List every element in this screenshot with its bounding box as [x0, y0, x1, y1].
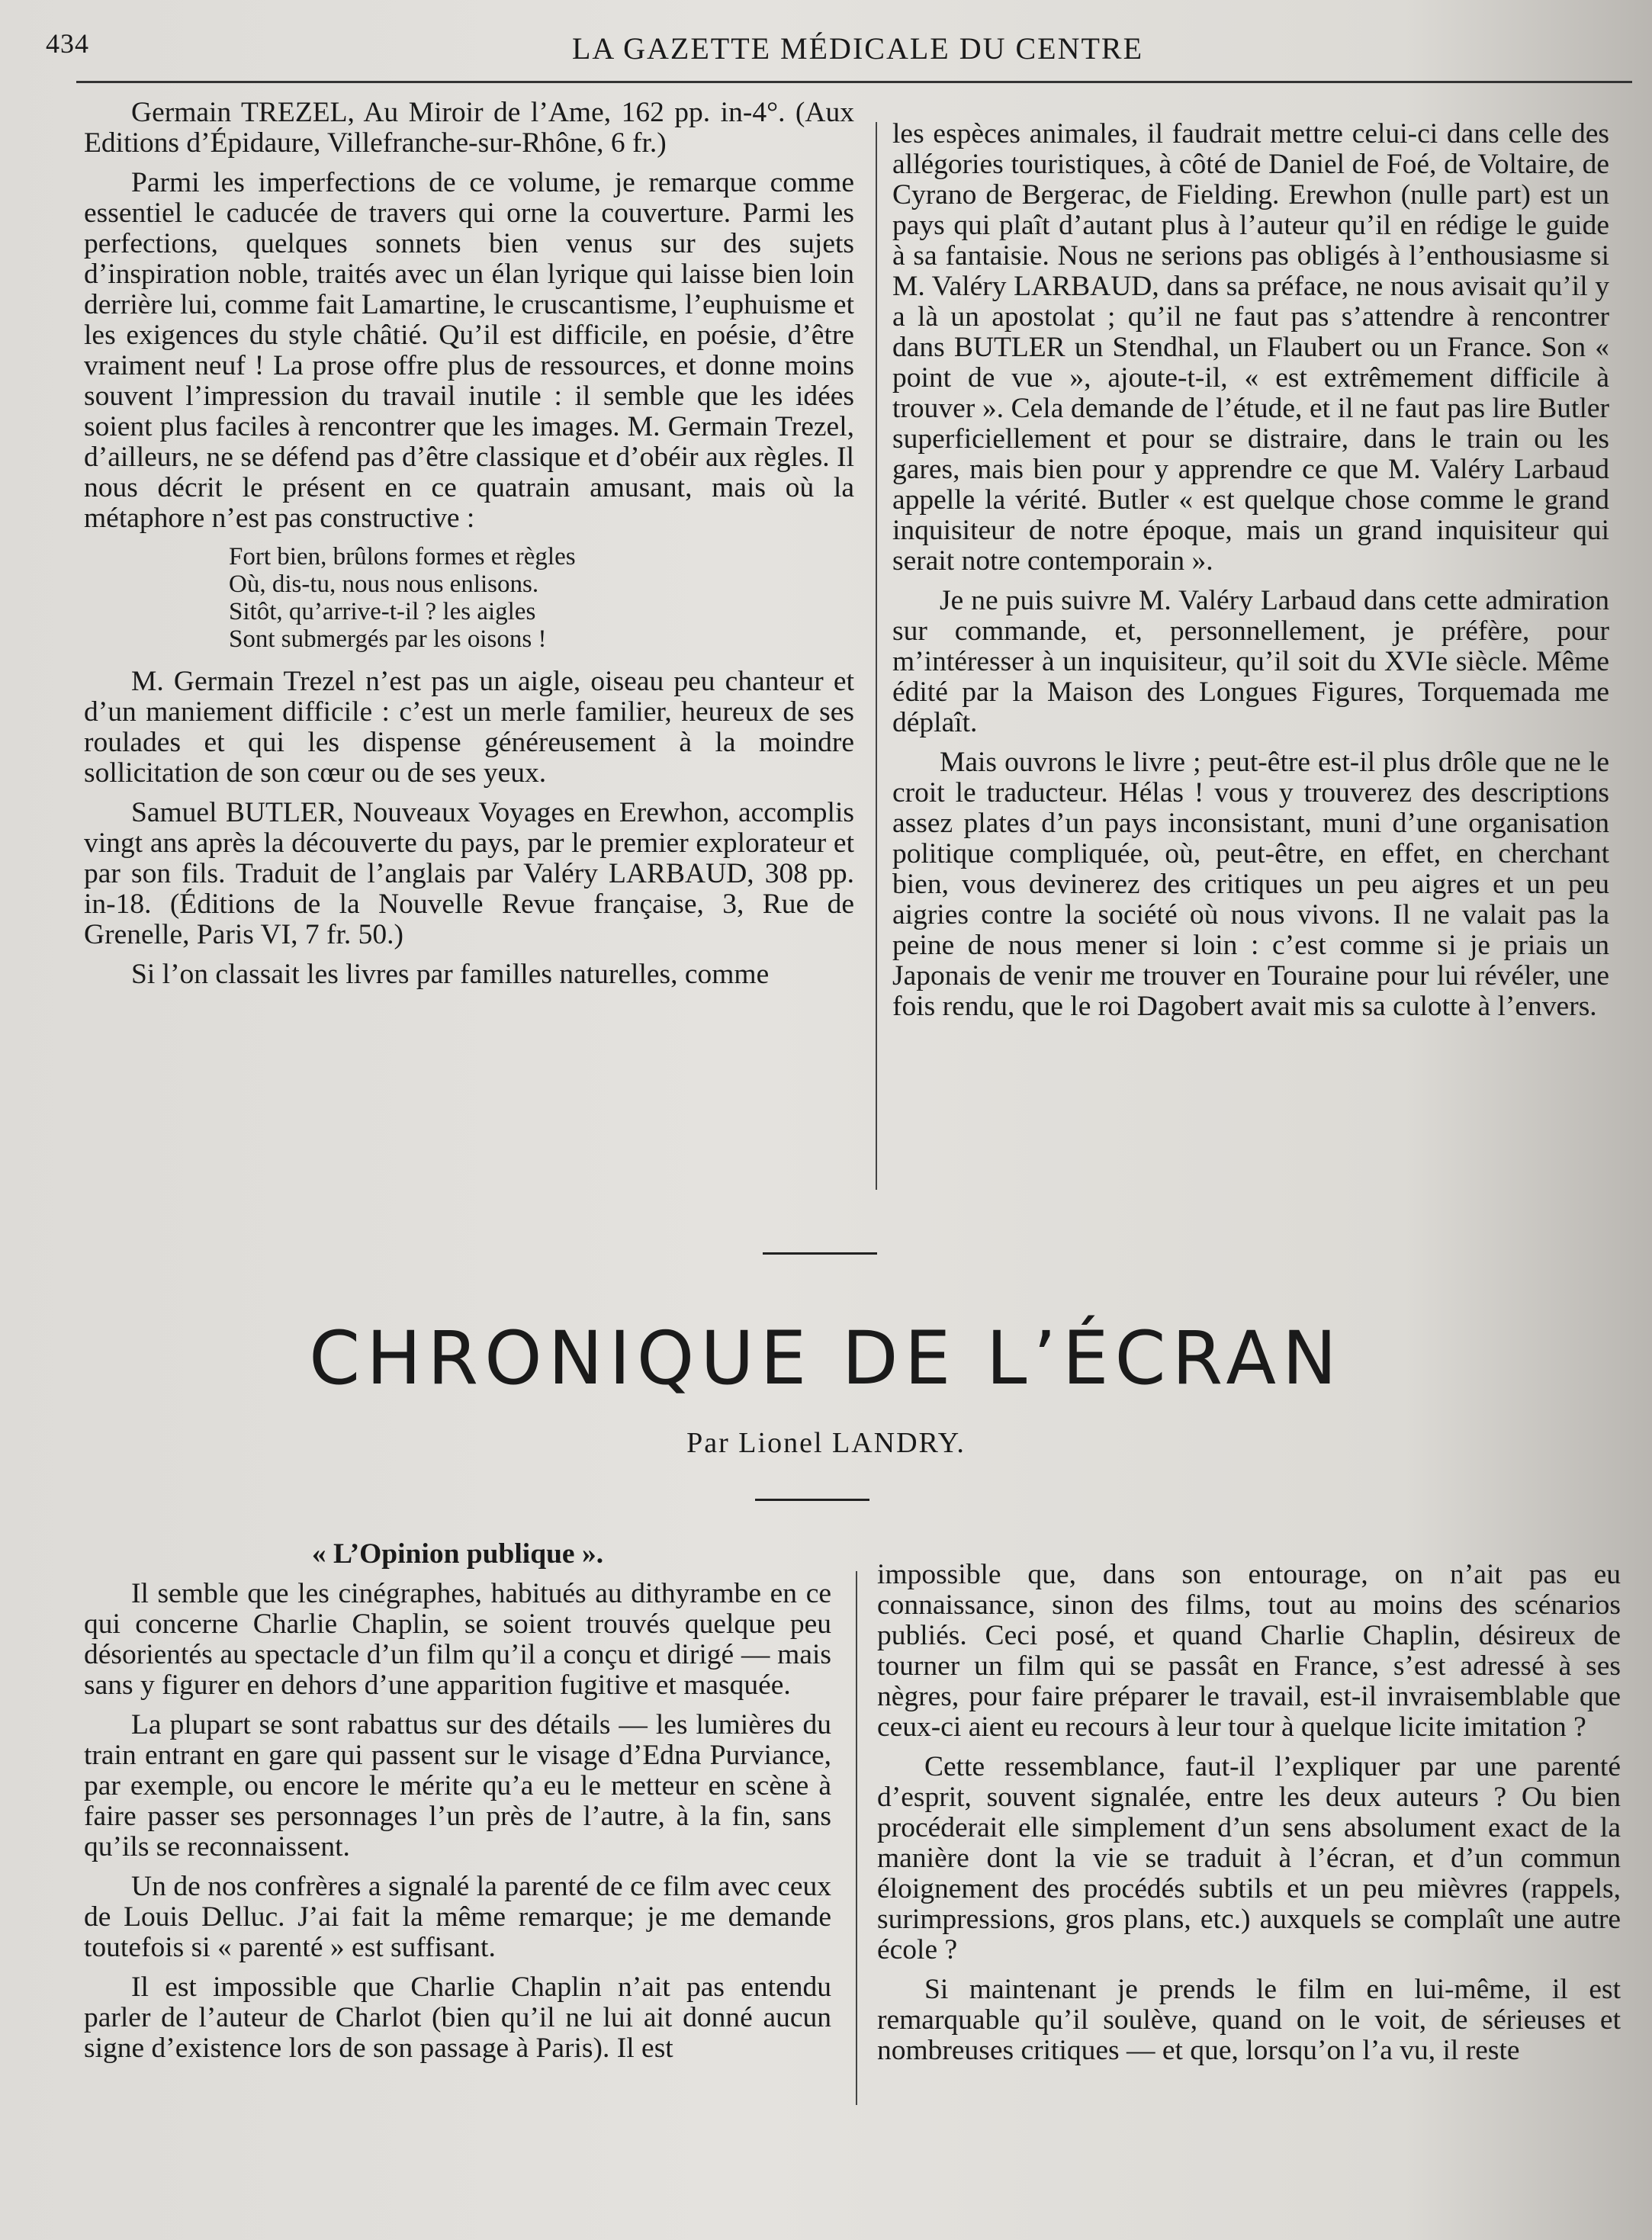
verse-line: Sont submergés par les oisons ! [229, 625, 547, 653]
verse-line: Sitôt, qu’arrive-t-il ? les aigles [229, 598, 536, 625]
review-paragraph: les espèces animales, il faudrait mettre celui-ci dans celle des allégories touristiques, à côté de Daniel de Foé, de Voltaire, de Cyrano de Bergerac, de Fielding. Erewhon (nulle part) est un pays qui plaît d’autant plus à l’auteur qu’il en rédige le guide à sa fantaisie. Nous ne serions pas obligés à l’enthousiasme si M. Valéry LARBAUD, dans sa préface, ne nous avisait qu’il y a là un apostolat ; qu’il ne faut pas s’attendre à rencontrer dans BUTLER un Stendhal, un Flaubert ou un France. Son « point de vue », ajoute-t-il, « est extrêmement difficile à trouver ». Cela demande de l’étude, et il ne faut pas lire Butler superficiellement et pour se distraire, dans le train ou les gares, mais bien pour y apprendre ce que M. Valéry Larbaud appelle la vérité. Butler « est quelque chose comme le grand inquisiteur de notre époque, mais un grand inquisiteur qui serait notre contemporain ». [892, 118, 1609, 577]
column-divider [876, 122, 877, 1190]
article-paragraph: impossible que, dans son entourage, on n’ait pas eu connaissance, sinon des films, tout au moins des scénarios publiés. Ceci posé, et quand Charlie Chaplin, désireux de tourner un film qui se passât en France, s’est adressé à ses nègres, pour faire préparer le travail, est-il invraisemblable que ceux-ci aient eu recours à leur tour à quelque licite imitation ? [877, 1559, 1621, 1743]
review-paragraph: Si l’on classait les livres par familles naturelles, comme [131, 959, 770, 990]
verse-line: Fort bien, brûlons formes et règles [229, 543, 576, 570]
top-left-column [84, 98, 854, 999]
quatrain [229, 543, 854, 653]
review-paragraph: M. Germain Trezel n’est pas un aigle, oiseau peu chanteur et d’un maniement difficile : c’est un merle familier, heureux de ses roulades et qui les dispense généreusement à la moindre sollicitation de son cœur ou de ses yeux. [84, 666, 854, 789]
byline: Par Lionel LANDRY. [686, 1427, 966, 1459]
review-paragraph: Parmi les imperfections de ce volume, je remarque comme essentiel le caducée de travers qui orne la couverture. Parmi les perfections, quelques sonnets bien venus sur des sujets d’inspiration noble, traités avec un élan lyrique qui laisse bien loin derrière lui, comme fait Lamartine, le cruscantisme, l’euphuisme et les exigences du style châtié. Qu’il est difficile, en poésie, d’être vraiment neuf ! La prose offre plus de ressources, et donne moins souvent l’impression du travail inutile : il semble que les idées soient plus faciles à rencontrer que les images. M. Germain Trezel, d’ailleurs, ne se défend pas d’être classique et d’obéir aux règles. Il nous décrit le présent en ce quatrain amusant, mais où la métaphore n’est pas constructive : [84, 167, 854, 534]
bottom-left-column [84, 1539, 831, 2073]
article-paragraph: La plupart se sont rabattus sur des détails — les lumières du train entrant en gare qui passent sur le visage d’Edna Purviance, par exemple, ou encore le mérite qu’a eu le metteur en scène à faire passer ses personnages l’un près de l’autre, à la fin, sans qu’ils se reconnaissent. [84, 1709, 831, 1862]
verse-line: Où, dis-tu, nous nous enlisons. [229, 570, 539, 598]
bottom-right-column [877, 1560, 1621, 2075]
section-divider [755, 1499, 869, 1501]
article-paragraph: Si maintenant je prends le film en lui-même, il est remarquable qu’il soulève, quand on le voit, de sérieuses et nombreuses critiques — et que, lorsqu’on l’a vu, il reste [877, 1974, 1621, 2066]
article-paragraph: Il est impossible que Charlie Chaplin n’ait pas entendu parler de l’auteur de Charlot (bien qu’il ne lui ait donné aucun signe d’existence lors de son passage à Paris). Il est [84, 1972, 831, 2064]
article-paragraph: Il semble que les cinégraphes, habitués au dithyrambe en ce qui concerne Charlie Chaplin, se soient trouvés quelque peu désorientés au spectacle d’un film qu’il a conçu et dirigé — mais sans y figurer en dehors d’une apparition fugitive et masquée. [84, 1578, 831, 1701]
column-divider [856, 1571, 857, 2105]
page-number: 434 [46, 28, 89, 59]
article-subheading: « L’Opinion publique ». [311, 1538, 604, 1570]
section-title: CHRONIQUE DE L’ÉCRAN [309, 1316, 1343, 1401]
review-paragraph: Je ne puis suivre M. Valéry Larbaud dans cette admiration sur commande, et, personnellement, je préfère, pour m’intéresser à un inquisiteur, qu’il soit du XVIe siècle. Même édité par la Maison des Longues Figures, Torquemada me déplaît. [892, 585, 1609, 738]
top-right-column [892, 119, 1609, 1031]
article-paragraph: Cette ressemblance, faut-il l’expliquer par une parenté d’esprit, souvent signalée, entre les deux auteurs ? Ou bien procéderait elle simplement d’un sens absolument exact de la manière dont la vie se traduit à l’écran, et d’un commun éloignement des procédés subtils et un peu mièvres (rappels, surimpressions, gros plans, etc.) auxquels se complaît une autre école ? [877, 1751, 1621, 1965]
running-title: LA GAZETTE MÉDICALE DU CENTRE [572, 31, 1144, 66]
book-entry-butler: Samuel BUTLER, Nouveaux Voyages en Erewhon, accomplis vingt ans après la découverte du pays, par le premier explorateur et par son fils. Traduit de l’anglais par Valéry LARBAUD, 308 pp. in-18. (Éditions de la Nouvelle Revue française, 3, Rue de Grenelle, Paris VI, 7 fr. 50.) [84, 797, 854, 950]
article-paragraph: Un de nos confrères a signalé la parenté de ce film avec ceux de Louis Delluc. J’ai fait la même remarque; je me demande toutefois si « parenté » est suffisant. [84, 1871, 831, 1963]
page-header [46, 21, 1632, 82]
header-rule [76, 81, 1632, 83]
section-divider [763, 1252, 877, 1255]
book-entry-trezel: Germain TREZEL, Au Miroir de l’Ame, 162 pp. in-4°. (Aux Editions d’Épidaure, Villefranche-sur-Rhône, 6 fr.) [84, 97, 854, 159]
review-paragraph: Mais ouvrons le livre ; peut-être est-il plus drôle que ne le croit le traducteur. Hélas ! vous y trouverez des descriptions assez plates d’un pays inconsistant, muni d’une organisation politique compliquée, où, peut-être, en effet, en cherchant bien, vous devinerez des critiques un peu aigres et un peu aigries contre la société où nous vivons. Il ne valait pas la peine de nous mener si loin : c’est comme si je priais un Japonais de venir me trouver en Touraine pour lui révéler, une fois rendu, que le roi Dagobert avait mis sa culotte à l’envers. [892, 747, 1609, 1022]
